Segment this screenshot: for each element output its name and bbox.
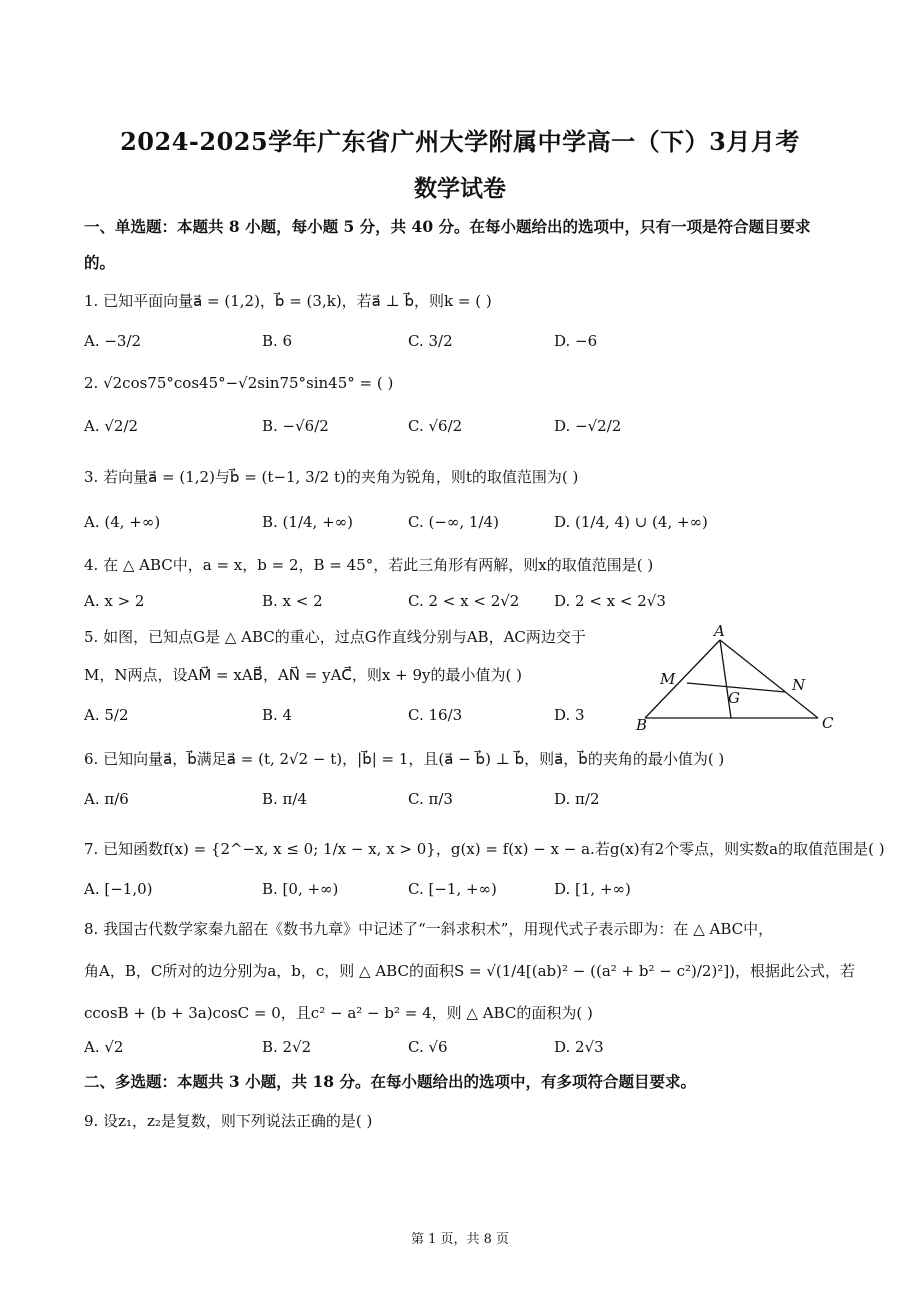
option-c[interactable]: C. √6 bbox=[408, 1038, 448, 1056]
option-c[interactable]: C. 2 < x < 2√2 bbox=[408, 592, 520, 610]
exam-title: 2024-2025学年广东省广州大学附属中学高一（下）3月月考 bbox=[120, 127, 800, 156]
side-ab bbox=[645, 640, 720, 718]
option-c[interactable]: C. 16/3 bbox=[408, 706, 463, 724]
option-d[interactable]: D. −6 bbox=[554, 332, 598, 350]
option-d[interactable]: D. (1/4, 4) ∪ (4, +∞) bbox=[554, 513, 708, 531]
question-1-stem: 1. 已知平面向量a⃗ = (1,2)，b⃗ = (3,k)，若a⃗ ⊥ b⃗，则k = ( ) bbox=[84, 292, 492, 310]
option-b[interactable]: B. (1/4, +∞) bbox=[262, 513, 354, 531]
option-b[interactable]: B. −√6/2 bbox=[262, 417, 329, 435]
question-3-stem: 3. 若向量a⃗ = (1,2)与b⃗ = (t−1, 3/2 t)的夹角为锐角，则t的取值范围为( ) bbox=[84, 468, 579, 486]
option-b[interactable]: B. 4 bbox=[262, 706, 293, 724]
option-d[interactable]: D. 2√3 bbox=[554, 1038, 604, 1056]
question-7-stem: 7. 已知函数f(x) = {2^−x, x ≤ 0; 1/x − x, x > 0}，g(x) = f(x) − x − a.若g(x)有2个零点，则实数a的取值范围是( ) bbox=[84, 840, 885, 858]
question-5-stem-line1: 5. 如图，已知点G是 △ ABC的重心，过点G作直线分别与AB，AC两边交于 bbox=[84, 628, 586, 646]
label-c: C bbox=[822, 714, 834, 732]
question-8-stem-line2: 角A，B，C所对的边分别为a，b，c，则 △ ABC的面积S = √(1/4[(ab)² − ((a² + b² − c²)/2)²])，根据此公式，若 bbox=[84, 962, 856, 980]
option-a[interactable]: A. [−1,0) bbox=[84, 880, 153, 898]
question-6-options bbox=[84, 790, 844, 820]
option-a[interactable]: A. 5/2 bbox=[84, 706, 129, 724]
label-m: M bbox=[660, 670, 676, 688]
option-b[interactable]: B. π/4 bbox=[262, 790, 308, 808]
option-d[interactable]: D. [1, +∞) bbox=[554, 880, 631, 898]
option-d[interactable]: D. −√2/2 bbox=[554, 417, 622, 435]
question-5-stem-line2: M，N两点，设AM⃗ = xAB⃗，AN⃗ = yAC⃗，则x + 9y的最小值为( ) bbox=[84, 666, 522, 684]
section-2-heading: 二、多选题：本题共 3 小题，共 18 分。在每小题给出的选项中，有多项符合题目要求。 bbox=[84, 1072, 696, 1091]
option-c[interactable]: C. [−1, +∞) bbox=[408, 880, 497, 898]
option-b[interactable]: B. 6 bbox=[262, 332, 293, 350]
question-6-stem: 6. 已知向量a⃗，b⃗满足a⃗ = (t, 2√2 − t)，|b⃗| = 1，且(a⃗ − b⃗) ⊥ b⃗，则a⃗，b⃗的夹角的最小值为( ) bbox=[84, 750, 725, 768]
triangle-figure bbox=[630, 620, 850, 735]
option-d[interactable]: D. π/2 bbox=[554, 790, 600, 808]
option-a[interactable]: A. x > 2 bbox=[84, 592, 145, 610]
option-a[interactable]: A. √2/2 bbox=[84, 417, 139, 435]
label-n: N bbox=[792, 676, 806, 694]
option-d[interactable]: D. 2 < x < 2√3 bbox=[554, 592, 666, 610]
option-a[interactable]: A. π/6 bbox=[84, 790, 129, 808]
question-1-options bbox=[84, 332, 844, 362]
question-4-options bbox=[84, 592, 844, 622]
exam-subtitle: 数学试卷 bbox=[414, 175, 506, 202]
label-a: A bbox=[714, 622, 725, 640]
option-d[interactable]: D. 3 bbox=[554, 706, 585, 724]
label-b: B bbox=[636, 716, 648, 734]
question-2-options bbox=[84, 417, 844, 447]
option-b[interactable]: B. x < 2 bbox=[262, 592, 323, 610]
option-b[interactable]: B. 2√2 bbox=[262, 1038, 312, 1056]
section-1-heading: 一、单选题：本题共 8 小题，每小题 5 分，共 40 分。在每小题给出的选项中，只有一项是符合题目要求 的。 bbox=[84, 217, 811, 272]
question-4-stem: 4. 在 △ ABC中，a = x，b = 2，B = 45°，若此三角形有两解，则x的取值范围是( ) bbox=[84, 556, 654, 574]
option-c[interactable]: C. π/3 bbox=[408, 790, 453, 808]
question-2-stem: 2. √2cos75°cos45°−√2sin75°sin45° = ( ) bbox=[84, 374, 394, 392]
question-9-stem: 9. 设z₁，z₂是复数，则下列说法正确的是( ) bbox=[84, 1112, 373, 1130]
option-a[interactable]: A. √2 bbox=[84, 1038, 124, 1056]
option-c[interactable]: C. (−∞, 1/4) bbox=[408, 513, 499, 531]
question-8-stem-line1: 8. 我国古代数学家秦九韶在《数书九章》中记述了“一斜求积术”，用现代式子表示即为：在 △ ABC中， bbox=[84, 920, 774, 938]
option-c[interactable]: C. 3/2 bbox=[408, 332, 453, 350]
question-3-options bbox=[84, 513, 844, 543]
option-b[interactable]: B. [0, +∞) bbox=[262, 880, 339, 898]
option-c[interactable]: C. √6/2 bbox=[408, 417, 463, 435]
option-a[interactable]: A. −3/2 bbox=[84, 332, 142, 350]
option-a[interactable]: A. (4, +∞) bbox=[84, 513, 161, 531]
question-8-stem-line3: ccosB + (b + 3a)cosC = 0，且c² − a² − b² = 4，则 △ ABC的面积为( ) bbox=[84, 1004, 593, 1022]
question-7-options bbox=[84, 880, 844, 910]
label-g: G bbox=[728, 689, 740, 707]
page-footer: 第 1 页，共 8 页 bbox=[410, 1232, 510, 1247]
